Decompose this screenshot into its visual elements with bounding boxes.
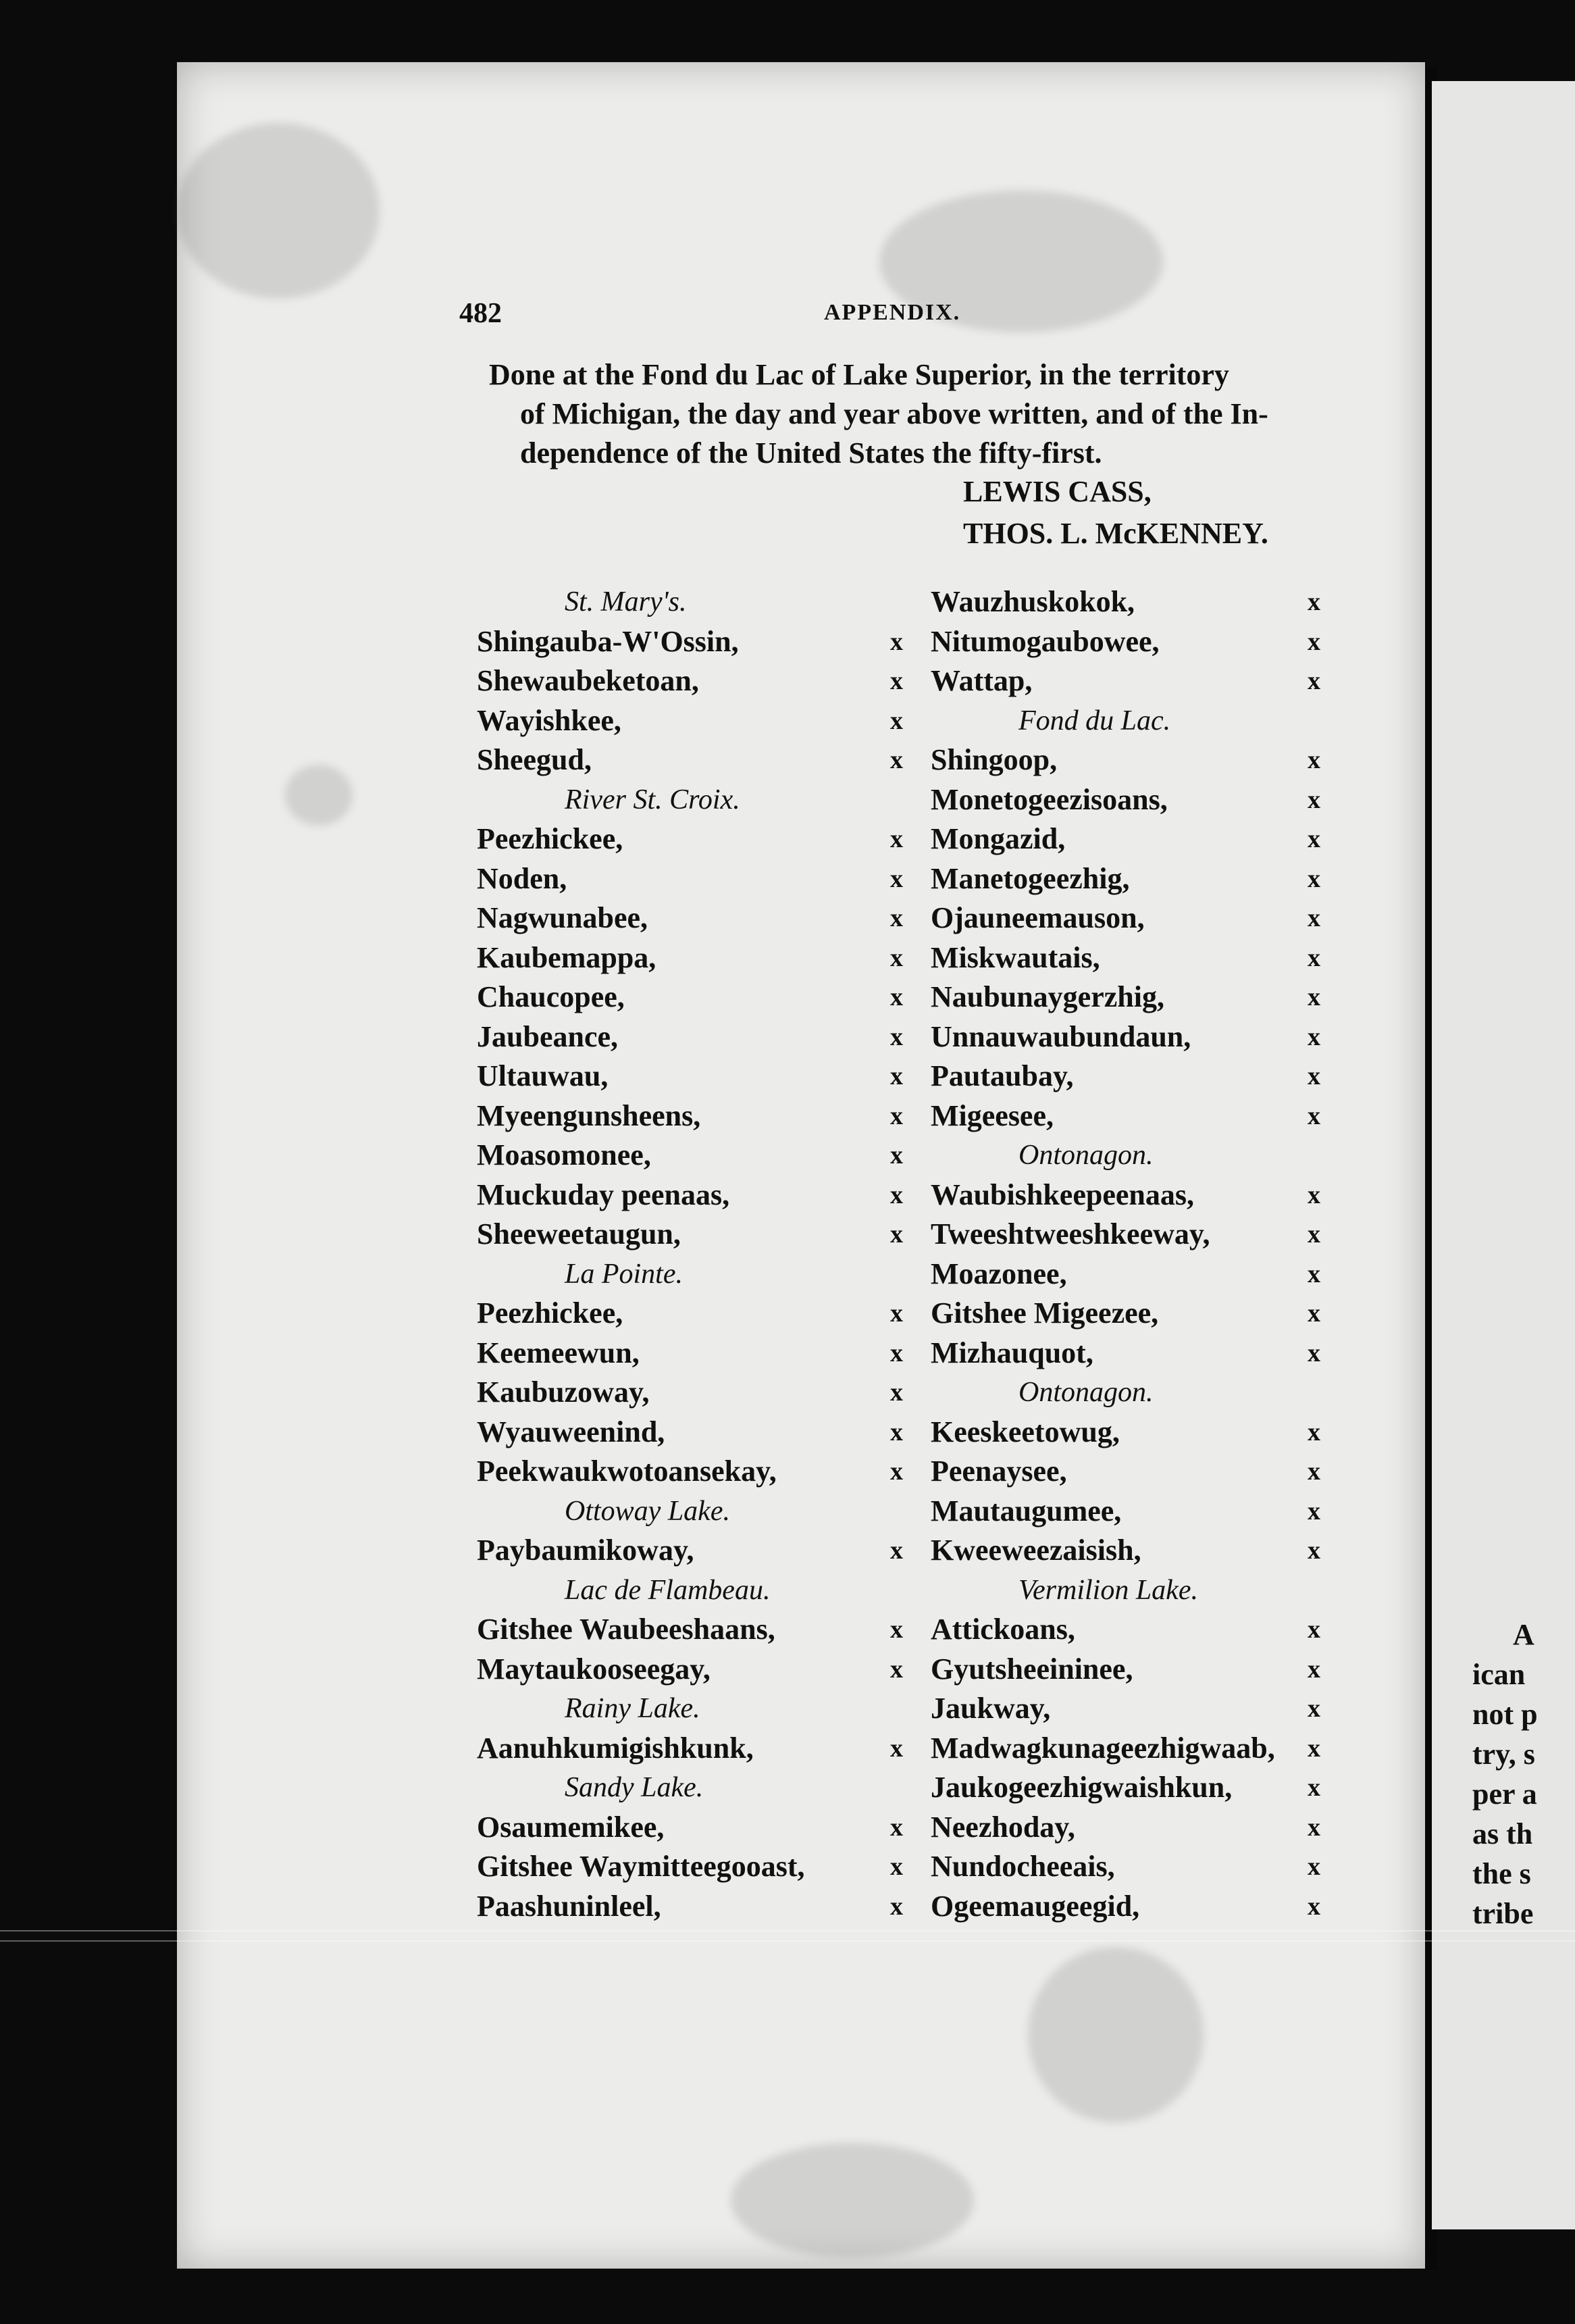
signature-mark: x (890, 1457, 903, 1486)
signatory-name: Mongazid, (931, 822, 1066, 855)
signatory-name: Kweeweezaisish, (931, 1534, 1141, 1567)
signatory-row (477, 1373, 950, 1413)
signature-mark: x (1308, 1615, 1320, 1644)
signatory-row (477, 1334, 950, 1373)
signatory-row (931, 1847, 1403, 1887)
signatory-name: Peekwaukwotoansekay, (477, 1455, 777, 1488)
band-heading: River St. Croix. (565, 784, 740, 815)
signatory-row (477, 1808, 950, 1848)
signature-mark: x (1308, 746, 1320, 774)
signatory-name: Muckuday peenaas, (477, 1178, 730, 1211)
signature-mark: x (1308, 1496, 1320, 1525)
signature-mark: x (1308, 588, 1320, 616)
signatory-name: Sheeweetaugun, (477, 1217, 681, 1251)
signatory-row (931, 1729, 1403, 1769)
signatory-row (477, 622, 950, 662)
signature-mark: x (890, 1615, 903, 1644)
signatory-name: Gitshee Migeezee, (931, 1296, 1159, 1330)
signatory-row (477, 1531, 950, 1571)
signatory-name: Migeesee, (931, 1098, 1054, 1132)
signature-mark: x (890, 1180, 903, 1209)
facing-page-fragment: not p (1472, 1698, 1538, 1731)
signature-mark: x (890, 1813, 903, 1842)
signature-mark: x (1308, 1101, 1320, 1130)
band-heading: Ontonagon. (1018, 1140, 1154, 1171)
signatory-name: Mizhauquot, (931, 1336, 1093, 1369)
signatory-name: Shewaubeketoan, (477, 664, 699, 697)
right-signature-column (931, 582, 1403, 1926)
signature-mark: x (1308, 1773, 1320, 1802)
signatory-name: Keemeewun, (477, 1336, 640, 1369)
signatory-name: Maytaukooseegay, (477, 1652, 711, 1686)
signatory-name: Wayishkee, (477, 703, 621, 737)
signature-mark: x (1308, 904, 1320, 932)
signature-mark: x (1308, 825, 1320, 853)
signatory-row (477, 1294, 950, 1334)
signatory-name: Peezhickee, (477, 1296, 623, 1330)
signatory-name: Monetogeezisoans, (931, 782, 1168, 816)
band-heading: Lac de Flambeau. (565, 1574, 771, 1606)
signature-mark: x (1308, 1062, 1320, 1090)
signature-mark: x (1308, 1457, 1320, 1486)
signatory-name: Shingauba-W'Ossin, (477, 624, 739, 658)
signatory-name: Madwagkunageezhigwaab, (931, 1731, 1275, 1765)
signatory-row (931, 1650, 1403, 1690)
facing-page-text (1472, 1615, 1574, 1934)
signatory-row (477, 1017, 950, 1057)
signature-mark: x (890, 904, 903, 932)
signatory-name: Wyauweenind, (477, 1415, 665, 1448)
signatory-row (931, 780, 1403, 820)
signatory-name: Waubishkeepeenaas, (931, 1178, 1194, 1211)
signature-mark: x (1308, 943, 1320, 972)
closing-paragraph (489, 355, 1333, 473)
signatory-name: Nitumogaubowee, (931, 624, 1160, 658)
signatory-row (931, 740, 1403, 780)
band-heading: Vermilion Lake. (1018, 1574, 1198, 1606)
signature-mark: x (1308, 983, 1320, 1011)
signatory-name: Wattap, (931, 664, 1033, 697)
signatory-name: Keeskeetowug, (931, 1415, 1120, 1448)
facing-page-fragment: tribe (1472, 1897, 1534, 1930)
band-heading: Rainy Lake. (565, 1693, 700, 1724)
signatory-name: Osaumemikee, (477, 1810, 665, 1844)
left-signature-column (477, 582, 950, 1926)
paragraph-line: dependence of the United States the fifty-first. (520, 436, 1102, 470)
signature-mark: x (890, 1022, 903, 1051)
signature-mark: x (890, 1654, 903, 1684)
signature-mark: x (890, 706, 903, 735)
signatory-name: Attickoans, (931, 1613, 1075, 1646)
signatory-row (931, 1017, 1403, 1057)
signatory-name: Peenaysee, (931, 1455, 1067, 1488)
signatory-row (931, 661, 1403, 701)
signatory-name: Gitshee Waymitteegooast, (477, 1850, 805, 1883)
signatory-row (477, 1610, 950, 1650)
signatory-cass: LEWIS CASS, (963, 475, 1152, 508)
running-head: APPENDIX. (824, 300, 961, 325)
signatory-row (477, 1136, 950, 1176)
signatory-name: Ojauneemauson, (931, 901, 1145, 934)
signature-mark: x (890, 1378, 903, 1407)
signatory-name: Neezhoday, (931, 1810, 1075, 1844)
signatory-row (477, 819, 950, 859)
signatory-name: Nundocheeais, (931, 1850, 1115, 1883)
signatory-name: Kaubuzoway, (477, 1375, 650, 1409)
signature-mark: x (1308, 1180, 1320, 1209)
signatory-row (931, 938, 1403, 978)
signatory-row (931, 1531, 1403, 1571)
signatory-row (931, 859, 1403, 899)
signatory-name: Miskwautais, (931, 940, 1100, 974)
facing-page-fragment: A (1513, 1618, 1534, 1651)
signatory-row (477, 701, 950, 741)
signatory-row (931, 1215, 1403, 1255)
signature-mark: x (890, 864, 903, 893)
signatory-row (477, 938, 950, 978)
signatory-row (931, 1768, 1403, 1808)
signatory-name: Peezhickee, (477, 822, 623, 855)
paper-stain (731, 2143, 974, 2258)
signatory-row (477, 899, 950, 938)
signature-mark: x (890, 1062, 903, 1090)
signature-mark: x (890, 627, 903, 656)
signatory-mckenney: THOS. L. McKENNEY. (963, 517, 1268, 550)
facing-page-fragment: ican (1472, 1658, 1526, 1691)
signatory-name: Mautaugumee, (931, 1494, 1122, 1527)
signatory-name: Pautaubay, (931, 1059, 1074, 1092)
paragraph-line: Done at the Fond du Lac of Lake Superior, in the territory (489, 358, 1229, 391)
signatory-name: Ultauwau, (477, 1059, 609, 1092)
signature-mark: x (890, 1220, 903, 1248)
signature-mark: x (1308, 1259, 1320, 1288)
signatory-name: Aanuhkumigishkunk, (477, 1731, 754, 1765)
signature-mark: x (890, 1338, 903, 1367)
signature-mark: x (1308, 1536, 1320, 1565)
signatory-name: Shingoop, (931, 743, 1058, 776)
facing-page-fragment: as th (1472, 1817, 1533, 1850)
band-heading: Ottoway Lake. (565, 1495, 730, 1527)
signatory-name: Unnauwaubundaun, (931, 1019, 1191, 1053)
signatory-name: Moazonee, (931, 1257, 1067, 1290)
signature-mark: x (1308, 1299, 1320, 1328)
signature-mark: x (1308, 1022, 1320, 1051)
signatory-row (477, 740, 950, 780)
signature-mark: x (1308, 1338, 1320, 1367)
signature-mark: x (1308, 785, 1320, 814)
signatory-row (931, 582, 1403, 622)
signatory-name: Sheegud, (477, 743, 592, 776)
signatory-name: Tweeshtweeshkeeway, (931, 1217, 1210, 1251)
signatory-row (931, 1452, 1403, 1492)
signature-mark: x (1308, 627, 1320, 656)
signatory-row (477, 1413, 950, 1452)
signature-mark: x (890, 1536, 903, 1565)
signature-mark: x (1308, 864, 1320, 893)
signature-mark: x (1308, 667, 1320, 695)
signature-mark: x (890, 1734, 903, 1763)
signature-mark: x (890, 825, 903, 853)
signatory-name: Gitshee Waubeeshaans, (477, 1613, 775, 1646)
signatory-name: Jaukway, (931, 1692, 1051, 1725)
signatory-name: Myeengunsheens, (477, 1098, 701, 1132)
signatory-row (931, 622, 1403, 662)
signatory-row (931, 1492, 1403, 1532)
page-number: 482 (459, 298, 502, 329)
scan-line (0, 1930, 1575, 1931)
signature-mark: x (1308, 1852, 1320, 1881)
signature-mark: x (1308, 1813, 1320, 1842)
facing-page-fragment: per a (1472, 1777, 1537, 1811)
signature-mark: x (1308, 1734, 1320, 1763)
paper-stain (285, 765, 353, 826)
signatory-row (931, 1057, 1403, 1096)
signature-mark: x (890, 1101, 903, 1130)
facing-page-fragment: the s (1472, 1857, 1531, 1890)
signature-mark: x (890, 1892, 903, 1921)
signature-mark: x (890, 667, 903, 695)
signatory-row (477, 1847, 950, 1887)
signature-mark: x (1308, 1892, 1320, 1921)
signature-mark: x (890, 746, 903, 774)
signature-mark: x (1308, 1220, 1320, 1248)
signatory-row (477, 1096, 950, 1136)
signatory-name: Kaubemappa, (477, 940, 656, 974)
band-heading: La Pointe. (565, 1258, 683, 1290)
signatory-row (477, 1057, 950, 1096)
signatory-name: Wauzhuskokok, (931, 585, 1135, 618)
signatory-row (477, 859, 950, 899)
signatory-row (931, 1176, 1403, 1215)
signatory-row (931, 819, 1403, 859)
band-heading: Fond du Lac. (1018, 705, 1171, 736)
signatory-name: Moasomonee, (477, 1138, 651, 1171)
signatory-row (477, 661, 950, 701)
signatory-name: Jaukogeezhigwaishkun, (931, 1771, 1233, 1804)
signatory-row (931, 899, 1403, 938)
signatory-name: Paashuninleel, (477, 1889, 661, 1923)
signatory-name: Gyutsheeininee, (931, 1652, 1133, 1686)
signatory-row (477, 1887, 950, 1927)
signature-mark: x (1308, 1694, 1320, 1723)
signatory-row (931, 978, 1403, 1017)
signature-mark: x (890, 1417, 903, 1446)
signatory-name: Chaucopee, (477, 980, 625, 1013)
signatory-row (931, 1255, 1403, 1294)
band-heading: Ontonagon. (1018, 1377, 1154, 1408)
facing-page-fragment: try, s (1472, 1738, 1535, 1771)
signatory-row (931, 1689, 1403, 1729)
signatory-row (931, 1610, 1403, 1650)
signatory-row (931, 1413, 1403, 1452)
signature-mark: x (890, 1299, 903, 1328)
signatory-row (931, 1096, 1403, 1136)
signatory-row (477, 1650, 950, 1690)
signatory-row (931, 1887, 1403, 1927)
signatory-name: Noden, (477, 861, 567, 895)
signatory-name: Naubunaygerzhig, (931, 980, 1164, 1013)
signature-mark: x (890, 943, 903, 972)
signatory-row (477, 978, 950, 1017)
paper-stain (177, 123, 380, 299)
signature-mark: x (890, 1141, 903, 1169)
signatory-row (477, 1215, 950, 1255)
signatory-row (931, 1294, 1403, 1334)
signatory-name: Jaubeance, (477, 1019, 618, 1053)
signature-mark: x (890, 983, 903, 1011)
signature-mark: x (890, 1852, 903, 1881)
signatory-row (477, 1729, 950, 1769)
paper-stain (1028, 1947, 1204, 2123)
band-heading: St. Mary's. (565, 586, 687, 617)
signatory-name: Nagwunabee, (477, 901, 648, 934)
band-heading: Sandy Lake. (565, 1772, 704, 1803)
signatory-row (477, 1452, 950, 1492)
signatory-name: Paybaumikoway, (477, 1534, 694, 1567)
signatory-row (931, 1808, 1403, 1848)
signatory-name: Manetogeezhig, (931, 861, 1130, 895)
signatory-row (477, 1176, 950, 1215)
signatory-name: Ogeemaugeegid, (931, 1889, 1140, 1923)
signature-mark: x (1308, 1654, 1320, 1684)
scan-line (0, 1940, 1575, 1942)
signature-mark: x (1308, 1417, 1320, 1446)
paragraph-line: of Michigan, the day and year above written, and of the In- (520, 397, 1268, 430)
signatory-row (931, 1334, 1403, 1373)
